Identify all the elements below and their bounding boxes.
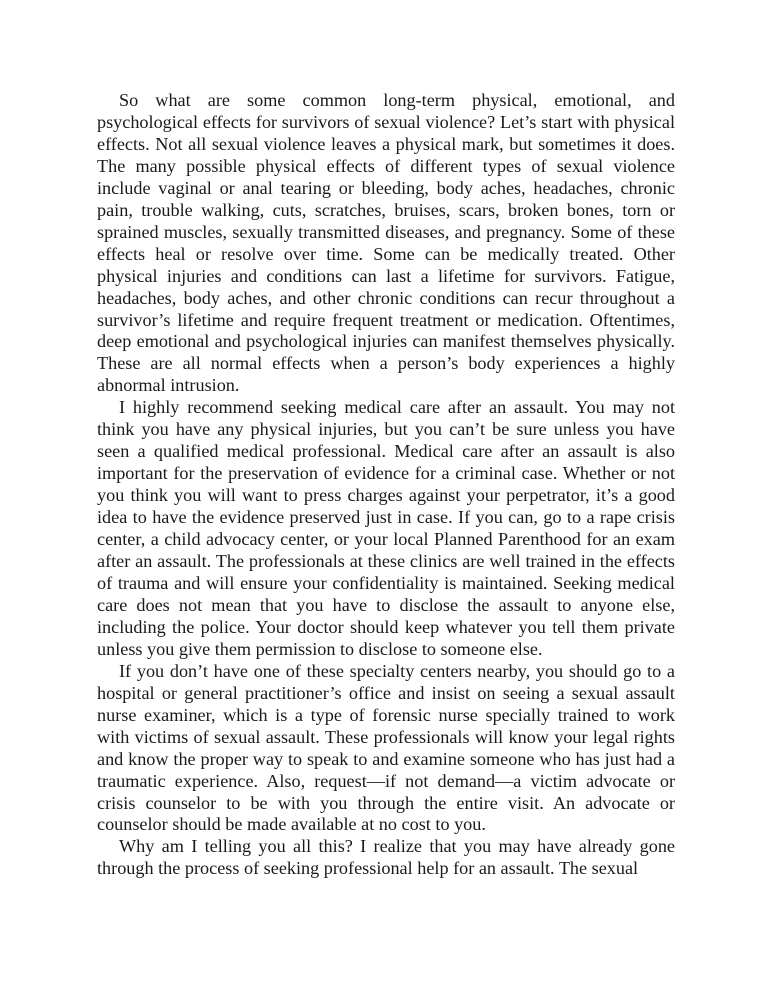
paragraph-why-telling: Why am I telling you all this? I realize that you may have already gone through the process of seeking professional help for an assault. The sexual (97, 836, 675, 879)
paragraph-specialty-centers: If you don’t have one of these specialty centers nearby, you should go to a hospital or general practitioner’s office and insist on seeing a sexual assault nurse examiner, which is a type of forensic nurse specially trained to work with victims of sexual assault. These professionals will know your legal rights and know the proper way to speak to and examine someone who has just had a traumatic experience. Also, request—if not demand—a victim advocate or crisis counselor to be with you through the entire visit. An advocate or counselor should be made available at no cost to you. (97, 660, 675, 835)
document-page (97, 90, 675, 880)
paragraph-physical-effects: So what are some common long-term physical, emotional, and psychological effects for survivors of sexual violence? Let’s start with physical effects. Not all sexual violence leaves a physical mark, but sometimes it does. The many possible physical effects of different types of sexual violence include vaginal or anal tearing or bleeding, body aches, headaches, chronic pain, trouble walking, cuts, scratches, bruises, scars, broken bones, torn or sprained muscles, sexually transmitted diseases, and pregnancy. Some of these effects heal or resolve over time. Some can be medically treated. Other physical injuries and conditions can last a lifetime for survivors. Fatigue, headaches, body aches, and other chronic conditions can recur throughout a survivor’s lifetime and require frequent treatment or medication. Oftentimes, deep emotional and psychological injuries can manifest themselves physically. These are all normal effects when a person’s body experiences a highly abnormal intrusion. (97, 90, 675, 396)
paragraph-medical-care: I highly recommend seeking medical care after an assault. You may not think you have any physical injuries, but you can’t be sure unless you have seen a qualified medical professional. Medical care after an assault is also important for the preservation of evidence for a criminal case. Whether or not you think you will want to press charges against your perpetrator, it’s a good idea to have the evidence preserved just in case. If you can, go to a rape crisis center, a child advocacy center, or your local Planned Parenthood for an exam after an assault. The professionals at these clinics are well trained in the effects of trauma and will ensure your confidentiality is maintained. Seeking medical care does not mean that you have to disclose the assault to anyone else, including the police. Your doctor should keep whatever you tell them private unless you give them permission to disclose to someone else. (97, 397, 675, 659)
